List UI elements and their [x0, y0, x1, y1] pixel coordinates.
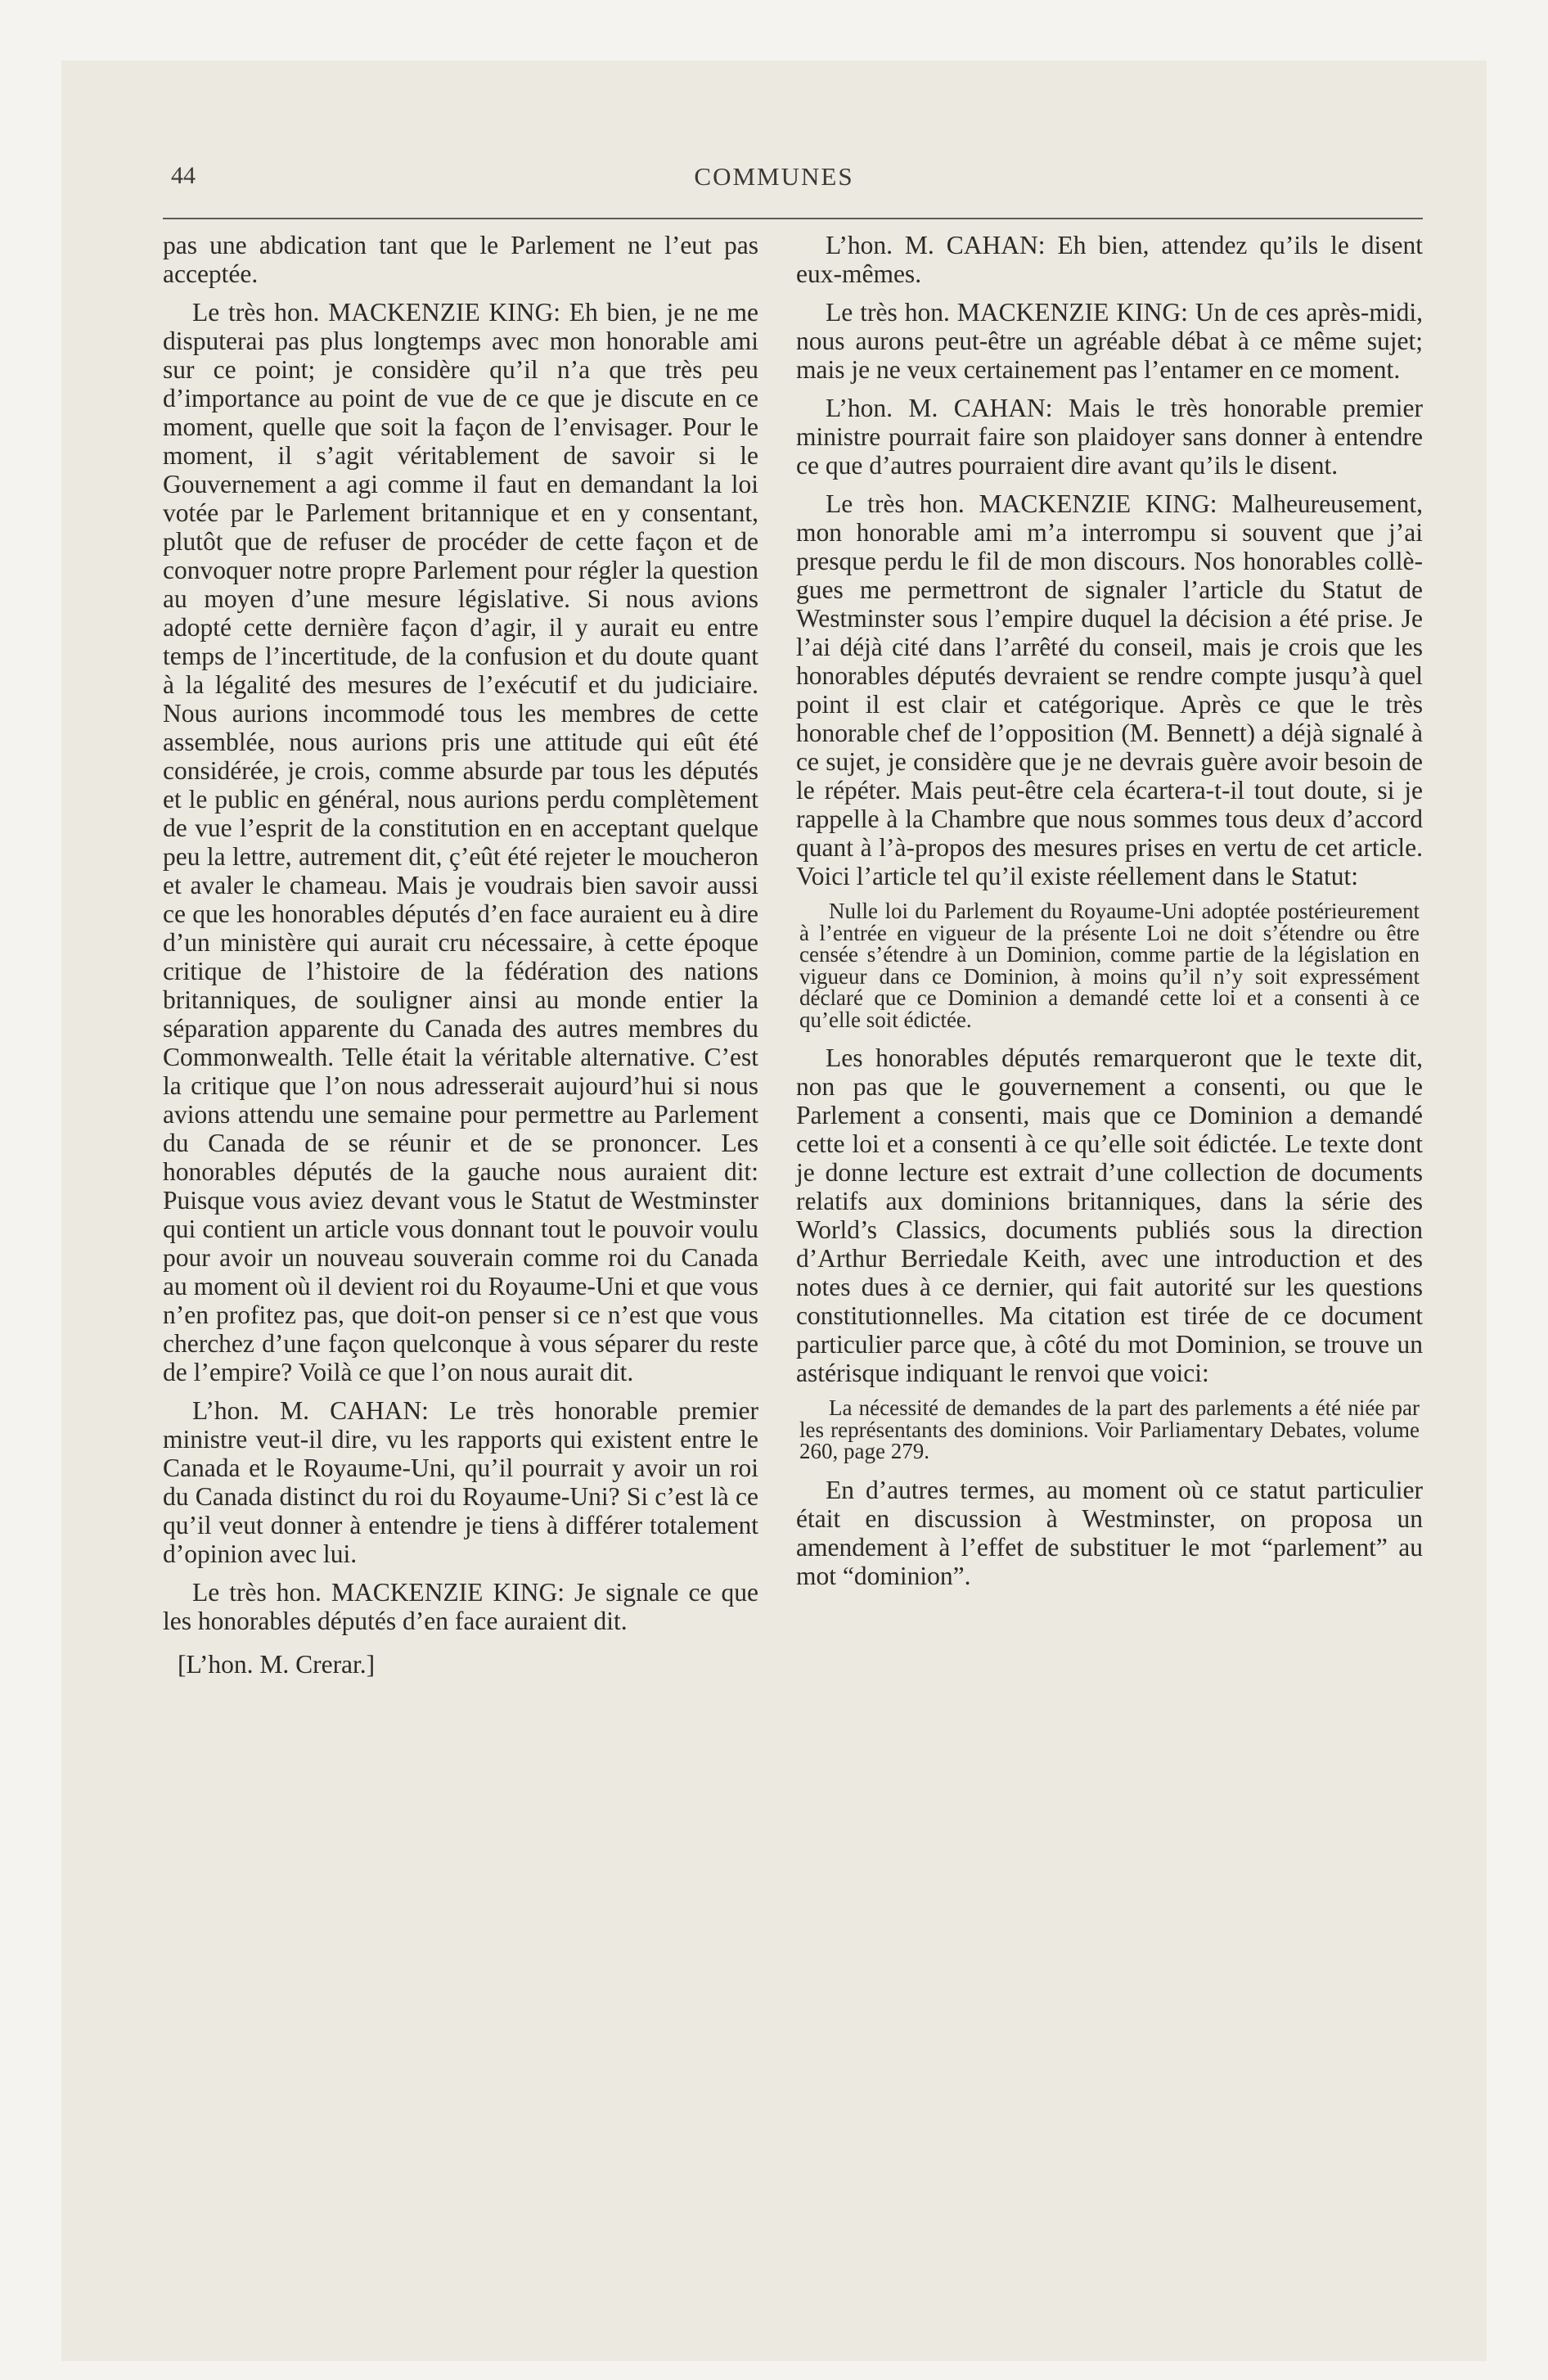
paragraph: Le très hon. MACKENZIE KING: Je signale ce que les honorables députés d’en face auraient dit.: [163, 1578, 758, 1635]
left-column: [163, 231, 758, 1688]
speaker-footer: [L’hon. M. Crerar.]: [178, 1650, 376, 1679]
paragraph: L’hon. M. CAHAN: Mais le très honorable premier ministre pourrait faire son plaidoyer sans donner à entendre ce que d’autres pourraient dire avant qu’ils le disent.: [796, 394, 1423, 480]
quotation: La nécessité de demandes de la part des parlements a été niée par les représentants des dominions. Voir Parliamentary Debates, volume 260, page 279.: [799, 1395, 1420, 1463]
paragraph: Le très hon. MACKENZIE KING: Malheureusement, mon honorable ami m’a interrompu si souvent que j’ai presque perdu le fil de mon discours. Nos honorables collègues me permettront de signaler l’article du Statut de Westminster sous l’empire duquel la décision a été prise. Je l’ai déjà cité dans l’arrêté du conseil, mais je crois que les honorables députés devraient se rendre compte jusqu’à quel point il est clair et catégorique. Après ce que le très honorable chef de l’opposition (M. Bennett) a déjà signalé à ce sujet, je considère que je ne devrais guère avoir besoin de le répéter. Mais peut-être cela écartera-t-il tout doute, si je rappelle à la Chambre que nous sommes tous deux d’accord quant à l’à-propos des mesures prises en vertu de cet article. Voici l’article tel qu’il existe réellement dans le Statut:: [796, 489, 1423, 890]
paragraph: Le très hon. MACKENZIE KING: Un de ces après-midi, nous aurons peut-être un agréable débat à ce même sujet; mais je ne veux certainement pas l’entamer en ce moment.: [796, 298, 1423, 384]
paragraph: Les honorables députés remarqueront que le texte dit, non pas que le gouvernement a consenti, ou que le Parlement a consenti, mais que ce Dominion a demandé cette loi et a consenti à ce qu’elle soit édictée. Le texte dont je donne lecture est extrait d’une collection de documents relatifs aux dominions britanniques, dans la série des World’s Classics, documents publiés sous la direction d’Arthur Berriedale Keith, avec une introduction et des notes dues à ce dernier, qui fait autorité sur les questions constitutionnelles. Ma citation est tirée de ce document particulier parce que, à côté du mot Dominion, se trouve un astérisque indiquant le renvoi que voici:: [796, 1044, 1423, 1387]
quotation: Nulle loi du Parlement du Royaume-Uni adoptée postérieurement à l’entrée en vigueur de la présente Loi ne doit s’étendre ou être censée s’étendre à un Dominion, comme partie de la législation en vigueur dans ce Dominion, à moins qu’il n’y soit expressément déclaré que ce Dominion a demandé cette loi et a consenti à ce qu’elle soit édictée.: [799, 899, 1420, 1032]
right-column: [796, 231, 1423, 1600]
running-title: COMMUNES: [694, 162, 854, 191]
paragraph: L’hon. M. CAHAN: Le très honorable premier ministre veut-il dire, vu les rapports qui existent entre le Canada et le Royaume-Uni, qu’il pourrait y avoir un roi du Canada distinct du roi du Royaume-Uni? Si c’est là ce qu’il veut donner à entendre je tiens à différer totalement d’opinion avec lui.: [163, 1396, 758, 1568]
paragraph: pas une abdication tant que le Parlement ne l’eut pas acceptée.: [163, 231, 758, 288]
paragraph: En d’autres termes, au moment où ce statut particulier était en discussion à Westminster, on proposa un amendement à l’effet de substituer le mot “parlement” au mot “dominion”.: [796, 1475, 1423, 1590]
paragraph: L’hon. M. CAHAN: Eh bien, attendez qu’ils le disent eux-mêmes.: [796, 231, 1423, 288]
page-number: 44: [171, 162, 196, 189]
header-rule: [163, 218, 1423, 219]
paragraph: Le très hon. MACKENZIE KING: Eh bien, je ne me disputerai pas plus longtemps avec mon honorable ami sur ce point; je considère qu’il n’a que très peu d’importance au point de vue de ce que je discute en ce moment, quelle que soit la façon de l’envisager. Pour le moment, il s’agit véritablement de savoir si le Gouvernement a agi comme il faut en demandant la loi votée par le Parlement britannique et en y consentant, plutôt que de refuser de procéder de cette façon et de convoquer notre propre Parlement pour régler la question au moyen d’une mesure législative. Si nous avions adopté cette dernière façon d’agir, il y aurait eu entre temps de l’incertitude, de la confusion et du doute quant à la légalité des mesures de l’exécutif et du judiciaire. Nous aurions incommodé tous les membres de cette assemblée, nous aurions pris une attitude qui eût été considérée, je crois, comme absurde par tous les députés et le public en général, nous aurions perdu complètement de vue l’esprit de la constitution en en acceptant quelque peu la lettre, autrement dit, ç’eût été rejeter le moucheron et avaler le chameau. Mais je voudrais bien savoir aussi ce que les honorables députés d’en face auraient eu à dire d’un ministère qui aurait cru nécessaire, à cette époque critique de l’histoire de la fédération des nations britanniques, de souligner ainsi au monde entier la séparation apparente du Canada des autres membres du Commonwealth. Telle était la véritable alternative. C’est la critique que l’on nous adresserait aujourd’hui si nous avions attendu une semaine pour permettre au Parlement du Canada de se réunir et de se prononcer. Les honorables députés de la gauche nous auraient dit: Puisque vous aviez devant vous le Statut de Westminster qui contient un article vous donnant tout le pouvoir voulu pour avoir un nouveau souverain comme roi du Canada au moment où il devient roi du Royaume-Uni et que vous n’en profitez pas, que doit-on penser si ce n’est que vous cherchez d’une façon quelconque à vous séparer du reste de l’empire? Voilà ce que l’on nous aurait dit.: [163, 298, 758, 1386]
